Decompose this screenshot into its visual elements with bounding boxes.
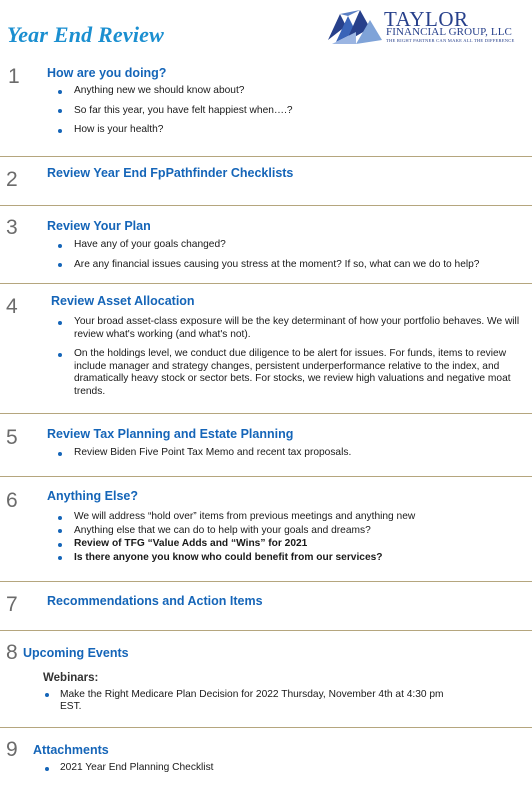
section-heading: Recommendations and Action Items	[47, 594, 263, 608]
company-logo	[326, 6, 530, 46]
list-item: Is there anyone you know who could benefit from our services?	[47, 552, 527, 565]
list-item: Anything else that we can do to help with your goals and dreams?	[47, 525, 527, 538]
list-item: Are any financial issues causing you stress at the moment? If so, what can we do to help?	[47, 259, 527, 272]
section-divider	[0, 413, 532, 414]
bullet-icon	[45, 693, 49, 697]
section-number: 7	[6, 593, 18, 616]
list-item: So far this year, you have felt happiest when….?	[47, 105, 527, 118]
bullet-icon	[45, 767, 49, 771]
bullet-icon	[58, 556, 62, 560]
section-divider	[0, 727, 532, 728]
section-list	[33, 689, 453, 712]
list-item: Review Biden Five Point Tax Memo and recent tax proposals.	[47, 447, 527, 460]
section-heading: Attachments	[33, 743, 109, 757]
bullet-icon	[58, 244, 62, 248]
section-divider	[0, 581, 532, 582]
section-number: 1	[8, 65, 20, 88]
bullet-icon	[58, 529, 62, 533]
section-divider	[0, 205, 532, 206]
section-number: 5	[6, 426, 18, 449]
list-item: Have any of your goals changed?	[47, 239, 527, 252]
section-number: 6	[6, 489, 18, 512]
bullet-icon	[58, 129, 62, 133]
bullet-icon	[58, 543, 62, 547]
section-list	[47, 447, 527, 460]
bullet-icon	[58, 90, 62, 94]
section-number: 8	[6, 641, 18, 664]
list-item: On the holdings level, we conduct due diligence to be alert for issues. For funds, items to review include manager and strategy changes, persistent underperformance relative to the index, and dramatically heavy stock or sector bets. For stocks, we review high valuations and negative moat trends.	[47, 348, 525, 398]
section-heading: Review Your Plan	[47, 219, 151, 233]
logo-mark-icon	[326, 6, 386, 46]
section-heading: Review Tax Planning and Estate Planning	[47, 427, 294, 441]
list-item: How is your health?	[47, 124, 527, 137]
section-list	[47, 239, 527, 271]
section-number: 9	[6, 738, 18, 761]
section-list	[47, 85, 527, 137]
section-list	[33, 762, 433, 775]
bullet-icon	[58, 321, 62, 325]
bullet-icon	[58, 516, 62, 520]
logo-name: TAYLOR	[384, 7, 469, 31]
bullet-icon	[58, 452, 62, 456]
section-heading: Anything Else?	[47, 489, 138, 503]
section-divider	[0, 283, 532, 284]
list-item: 2021 Year End Planning Checklist	[33, 762, 433, 775]
list-item: Your broad asset-class exposure will be the key determinant of how your portfolio behaves. We will review what's working (and what's not).	[47, 316, 525, 341]
section-number: 2	[6, 168, 18, 191]
logo-tagline: THE RIGHT PARTNER CAN MAKE ALL THE DIFFERENCE	[386, 38, 515, 43]
list-item: Make the Right Medicare Plan Decision for 2022 Thursday, November 4th at 4:30 pm EST.	[33, 689, 453, 712]
logo-subname: FINANCIAL GROUP, LLC	[386, 26, 512, 38]
section-heading: Upcoming Events	[23, 646, 129, 660]
page-title: Year End Review	[7, 22, 164, 47]
section-list	[47, 511, 527, 564]
section-heading: Review Asset Allocation	[51, 294, 195, 308]
section-number: 3	[6, 216, 18, 239]
section-heading: How are you doing?	[47, 66, 167, 80]
list-item: Review of TFG “Value Adds and “Wins” for 2021	[47, 538, 527, 551]
webinars-subheading: Webinars:	[43, 672, 99, 684]
list-item: We will address “hold over” items from previous meetings and anything new	[47, 511, 527, 524]
bullet-icon	[58, 109, 62, 113]
bullet-icon	[58, 263, 62, 267]
section-divider	[0, 630, 532, 631]
section-list	[47, 316, 525, 399]
list-item: Anything new we should know about?	[47, 85, 527, 98]
section-number: 4	[6, 295, 18, 318]
section-heading: Review Year End FpPathfinder Checklists	[47, 166, 294, 180]
section-divider	[0, 476, 532, 477]
section-divider	[0, 156, 532, 157]
bullet-icon	[58, 353, 62, 357]
